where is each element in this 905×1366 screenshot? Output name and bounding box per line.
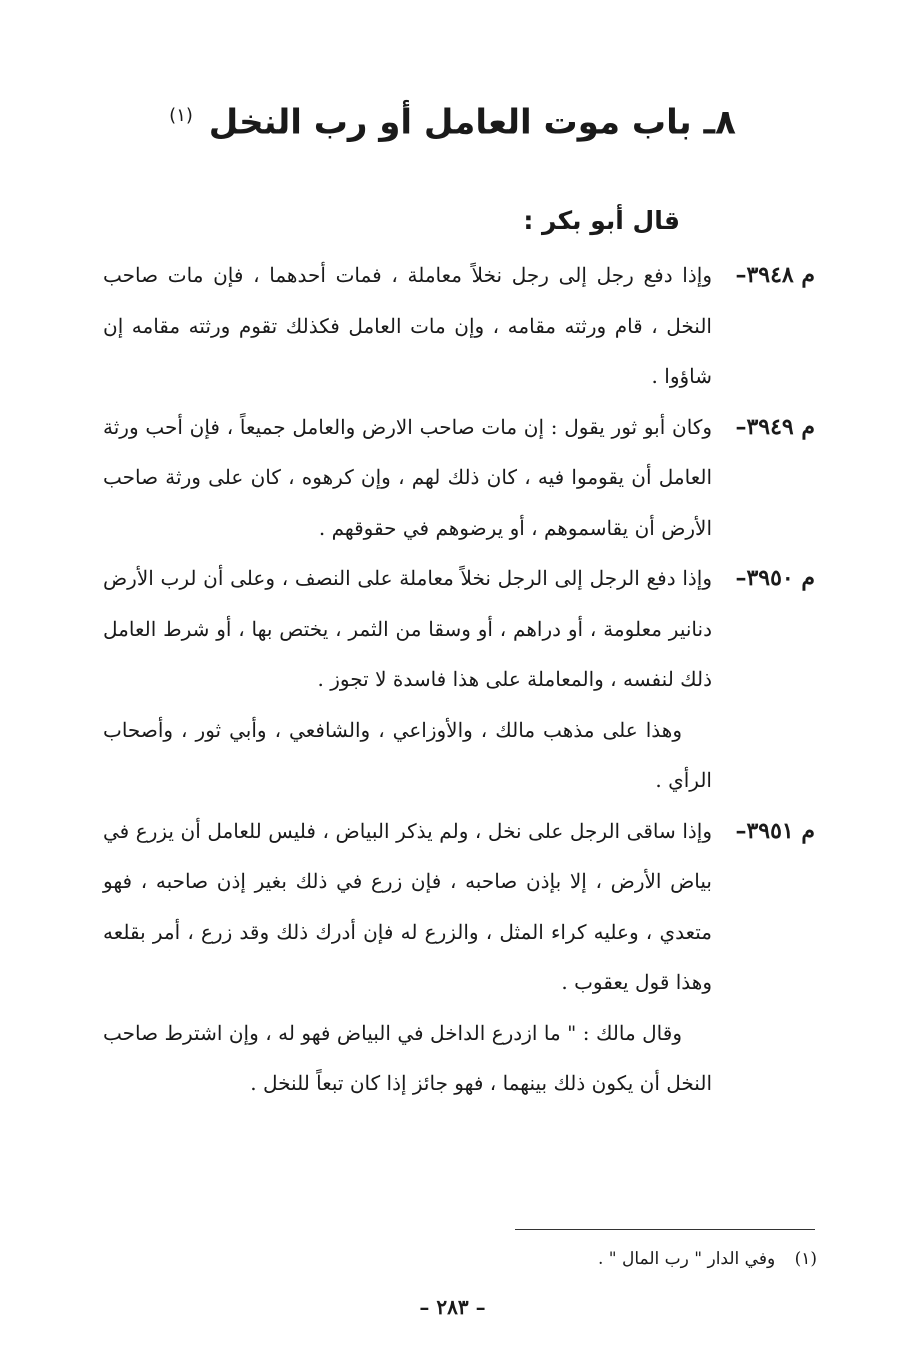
entry-text: وإذا دفع الرجل إلى الرجل نخلاً معاملة على النصف ، وعلى أن لرب الأرض دنانير معلومة ، أو دراهم ، أو وسقا من الثمر ، يختص بها ، أو شرط العامل ذلك لنفسه ، والمعاملة على هذا فاسدة لا تجوز .: [103, 566, 712, 691]
page-number: – ٢٨٣ –: [419, 1295, 486, 1319]
intro-line: قال أبو بكر :: [523, 206, 680, 235]
paragraph-continuation: وقال مالك : " ما ازدرع الداخل في البياض فهو له ، وإن اشترط صاحب النخل أن يكون ذلك بينهما ، فهو جائز إذا كان تبعاً للنخل .: [103, 1020, 712, 1095]
footnote-reference: (١): [169, 105, 193, 126]
entry-number: م ٣٩٤٩–: [735, 413, 815, 440]
footnote-divider: [515, 1229, 815, 1230]
footnote: [598, 1244, 817, 1274]
entry-3951: [103, 806, 815, 1008]
chapter-title-text: ٨ـ باب موت العامل أو رب النخل: [208, 102, 736, 143]
entry-3949: [103, 402, 815, 554]
entry-3950: [103, 553, 815, 705]
paragraph-continuation: وهذا على مذهب مالك ، والأوزاعي ، والشافعي ، وأبي ثور ، وأصحاب الرأي .: [103, 717, 712, 792]
entry-text: وكان أبو ثور يقول : إن مات صاحب الارض والعامل جميعاً ، فإن أحب ورثة العامل أن يقوموا فيه ، كان ذلك لهم ، وإن كرهوه ، كان على ورثة صاحب الأرض أن يقاسموهم ، أو يرضوهم في حقوقهم .: [103, 414, 712, 540]
entry-number: م ٣٩٥١–: [735, 817, 815, 844]
entry-text: وإذا دفع رجل إلى رجل نخلاً معاملة ، فمات أحدهما ، فإن مات صاحب النخل ، قام ورثته مقامه ، وإن مات العامل فكذلك تقوم ورثته مقامه إن شاؤوا .: [103, 263, 712, 388]
chapter-title: [0, 92, 905, 146]
footnote-number: (١): [794, 1249, 817, 1269]
entry-3948: [103, 250, 815, 402]
footnote-text: وفي الدار " رب المال " .: [597, 1249, 776, 1269]
body-text: [103, 250, 815, 1109]
entry-text: وإذا ساقى الرجل على نخل ، ولم يذكر البياض ، فليس للعامل أن يزرع في بياض الأرض ، إلا بإذن صاحبه ، فإن زرع في ذلك بغير إذن صاحبه ، فهو متعدي ، وعليه كراء المثل ، والزرع له فإن أدرك ذلك وقد زرع ، أمر بقلعه وهذا قول يعقوب .: [103, 818, 712, 994]
entry-number: م ٣٩٤٨–: [735, 262, 815, 288]
entry-number: م ٣٩٥٠–: [735, 565, 815, 591]
